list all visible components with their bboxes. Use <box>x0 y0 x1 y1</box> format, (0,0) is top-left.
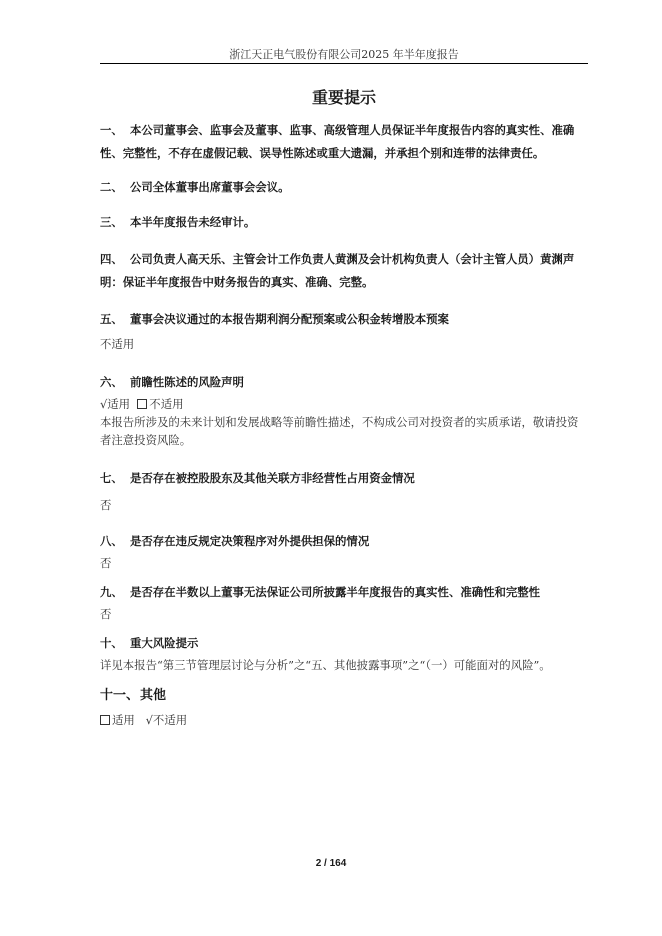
page-number: 2 / 164 <box>315 858 347 869</box>
item-11-heading: 十一、其他 <box>100 688 167 703</box>
not-applicable-option: 不适用 <box>149 397 184 411</box>
item-4-line-1: 四、 公司负责人高天乐、主管会计工作负责人黄渊及会计机构负责人（会计主管人员）黄渊声 <box>100 252 575 266</box>
item-11-options <box>100 712 592 728</box>
item-6-options <box>100 396 592 412</box>
page-header: 浙江天正电气股份有限公司2025 年半年度报告 <box>229 48 459 61</box>
item-4-line-2: 明：保证半年度报告中财务报告的真实、准确、完整。 <box>100 275 374 289</box>
not-applicable-option: √不适用 <box>145 713 188 727</box>
item-6-text-line-1: 本报告所涉及的未来计划和发展战略等前瞻性描述，不构成公司对投资者的实质承诺，敬请投资 <box>100 415 579 429</box>
item-1-line-2: 性、完整性，不存在虚假记载、误导性陈述或重大遗漏，并承担个别和连带的法律责任。 <box>100 146 545 160</box>
item-5-heading: 五、 董事会决议通过的本报告期利润分配预案或公积金转增股本预案 <box>100 312 449 326</box>
item-3: 三、 本半年度报告未经审计。 <box>100 215 256 229</box>
header-rule <box>100 63 588 64</box>
applicable-option: √适用 <box>100 397 131 411</box>
item-1-line-1: 一、 本公司董事会、监事会及董事、监事、高级管理人员保证半年度报告内容的真实性、准确 <box>100 123 575 137</box>
page-title: 重要提示 <box>311 88 376 107</box>
item-10-heading: 十、 重大风险提示 <box>100 636 199 650</box>
checkbox-icon <box>100 715 110 725</box>
item-8-answer: 否 <box>100 556 112 570</box>
item-10-detail: 详见本报告“第三节管理层讨论与分析”之“五、其他披露事项”之“（一）可能面对的风险”。 <box>100 658 551 672</box>
item-7-heading: 七、 是否存在被控股股东及其他关联方非经营性占用资金情况 <box>100 471 415 485</box>
item-8-heading: 八、 是否存在违反规定决策程序对外提供担保的情况 <box>100 534 370 548</box>
item-7-answer: 否 <box>100 498 112 512</box>
item-9-heading: 九、 是否存在半数以上董事无法保证公司所披露半年度报告的真实性、准确性和完整性 <box>100 585 541 599</box>
item-5-answer: 不适用 <box>100 337 135 351</box>
item-6-heading: 六、 前瞻性陈述的风险声明 <box>100 375 244 389</box>
item-6-text-line-2: 者注意投资风险。 <box>100 433 192 447</box>
item-2: 二、 公司全体董事出席董事会会议。 <box>100 180 290 194</box>
applicable-option: 适用 <box>112 713 135 727</box>
checkbox-icon <box>137 399 147 409</box>
item-9-answer: 否 <box>100 607 112 621</box>
